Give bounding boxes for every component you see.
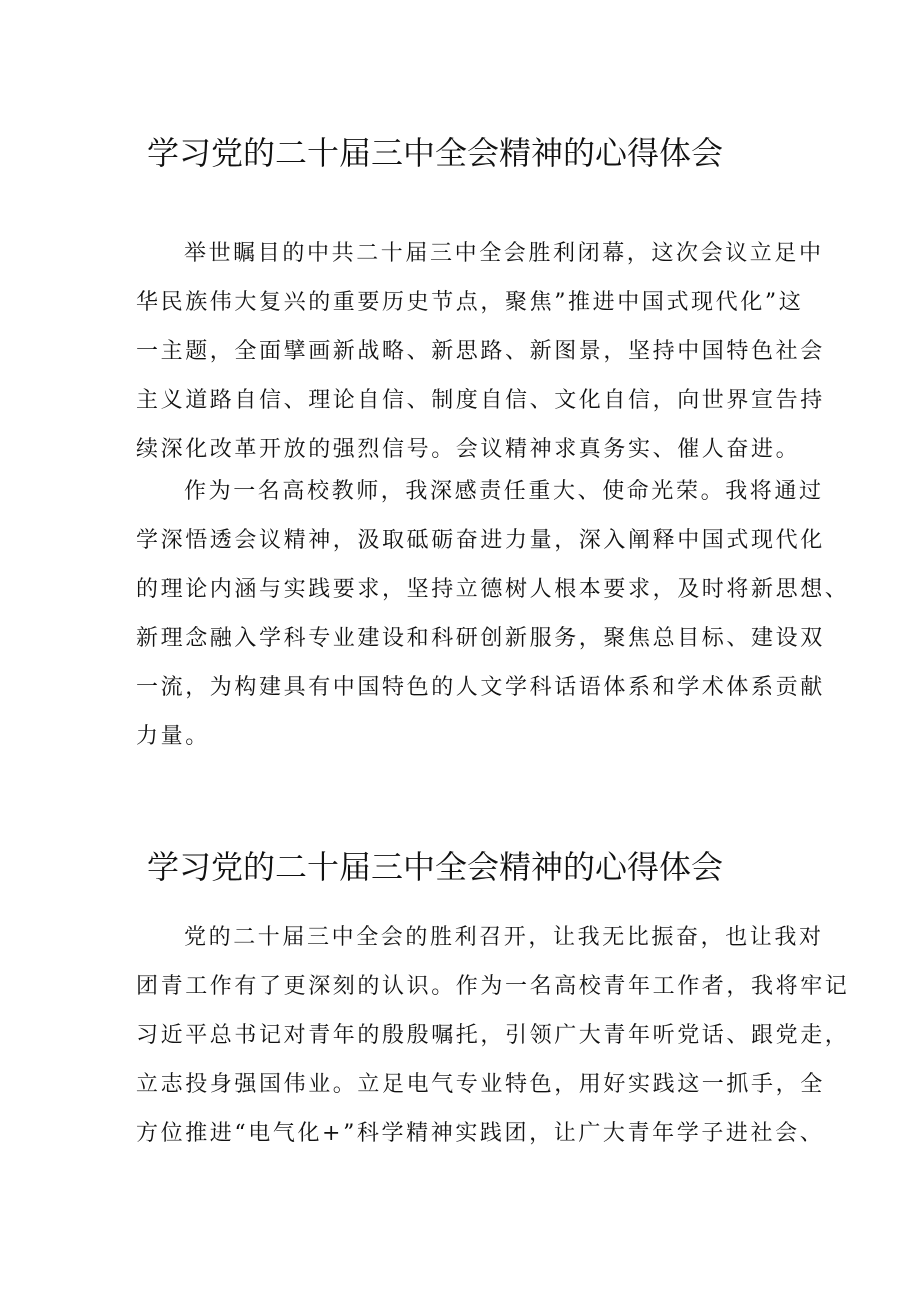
section-2-paragraph-1 xyxy=(136,913,850,1158)
paragraph-line: 一主题，全面擘画新战略、新思路、新图景，坚持中国特色社会 xyxy=(136,339,825,364)
section-1-title: 学习党的二十届三中全会精神的心得体会 xyxy=(147,134,724,173)
paragraph-line: 立志投身强国伟业。立足电气专业特色，用好实践这一抓手，全 xyxy=(136,1072,825,1097)
paragraph-line: 党的二十届三中全会的胜利召开，让我无比振奋，也让我对 xyxy=(184,925,824,950)
paragraph-line: 学深悟透会议精神，汲取砥砺奋进力量，深入阐释中国式现代化 xyxy=(136,528,825,553)
paragraph-line: 的理论内涵与实践要求，坚持立德树人根本要求，及时将新思想、 xyxy=(136,577,850,602)
paragraph-line: 习近平总书记对青年的殷殷嘱托，引领广大青年听党话、跟党走， xyxy=(136,1023,850,1048)
paragraph-line: 续深化改革开放的强烈信号。会议精神求真务实、催人奋进。 xyxy=(136,437,801,462)
section-1-paragraph-1 xyxy=(136,229,825,474)
paragraph-line: 举世瞩目的中共二十届三中全会胜利闭幕，这次会议立足中 xyxy=(184,241,824,266)
section-1-paragraph-2 xyxy=(136,467,850,761)
paragraph-line: 华民族伟大复兴的重要历史节点，聚焦”推进中国式现代化”这 xyxy=(136,290,804,315)
paragraph-line: 主义道路自信、理论自信、制度自信、文化自信，向世界宣告持 xyxy=(136,388,825,413)
paragraph-line: 方位推进“电气化+”科学精神实践团，让广大青年学子进社会、 xyxy=(136,1121,825,1146)
paragraph-line: 新理念融入学科专业建设和科研创新服务，聚焦总目标、建设双 xyxy=(136,626,825,651)
paragraph-line: 力量。 xyxy=(136,724,210,749)
section-2-title: 学习党的二十届三中全会精神的心得体会 xyxy=(147,848,724,887)
paragraph-line: 团青工作有了更深刻的认识。作为一名高校青年工作者，我将牢记 xyxy=(136,974,850,999)
paragraph-line: 作为一名高校教师，我深感责任重大、使命光荣。我将通过 xyxy=(184,479,824,504)
paragraph-line: 一流，为构建具有中国特色的人文学科话语体系和学术体系贡献 xyxy=(136,675,825,700)
